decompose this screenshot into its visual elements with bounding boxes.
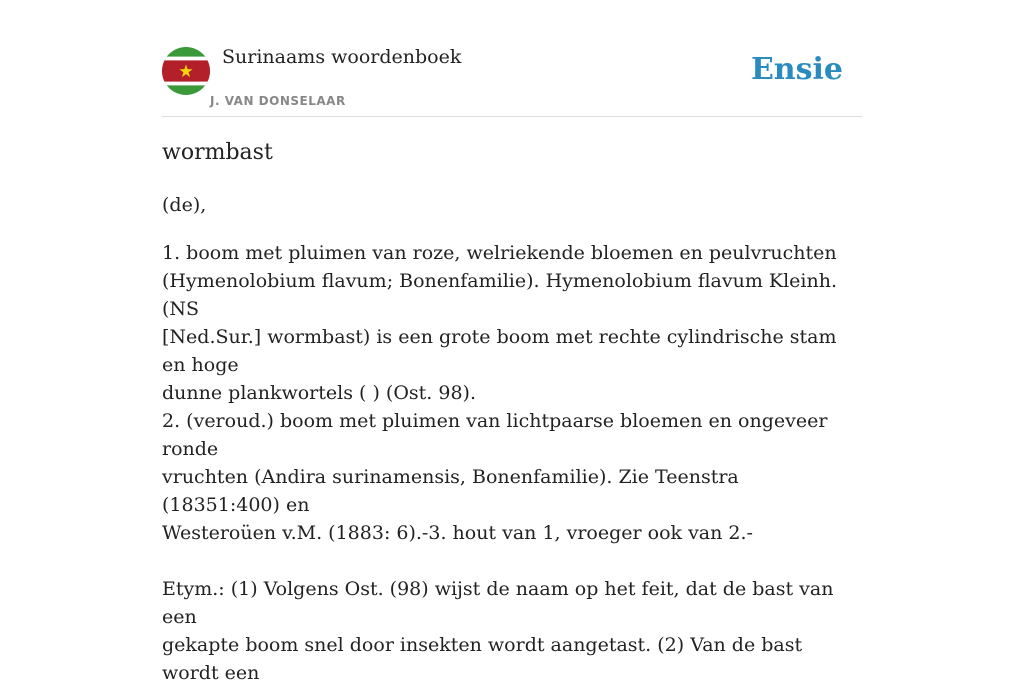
definition-line: [Ned.Sur.] wormbast) is een grote boom met rechte cylindrische stam en hoge (162, 326, 837, 376)
definition-line: 2. (veroud.) boom met pluimen van lichtpaarse bloemen en ongeveer ronde (162, 410, 828, 460)
dictionary-author: J. VAN DONSELAAR (210, 94, 346, 108)
dictionary-title[interactable]: Surinaams woordenboek (222, 46, 462, 68)
definition-line: 1. boom met pluimen van roze, welriekende bloemen en peulvruchten (162, 242, 837, 264)
entry-grammar: (de), (162, 194, 207, 216)
definition-line: Westeroüen v.M. (1883: 6).-3. hout van 1, vroeger ook van 2.- (162, 522, 753, 544)
etymology-line: Etym.: (1) Volgens Ost. (98) wijst de naam op het feit, dat de bast van een (162, 578, 834, 628)
paragraph-spacer (162, 547, 842, 575)
definition-line: (Hymenolobium flavum; Bonenfamilie). Hymenolobium flavum Kleinh. (NS (162, 270, 838, 320)
dictionary-header (162, 0, 862, 117)
suriname-flag-icon (162, 47, 210, 95)
definition-line: vruchten (Andira surinamensis, Bonenfamilie). Zie Teenstra (18351:400) en (162, 466, 739, 516)
etymology-line: gekapte boom snel door insekten wordt aangetast. (2) Van de bast wordt een (162, 634, 803, 684)
definition-line: dunne plankwortels ( ) (Ost. 98). (162, 382, 476, 404)
entry-headword: wormbast (162, 140, 273, 165)
entry-definition (162, 239, 842, 687)
ensie-logo-link[interactable]: Ensie (750, 52, 843, 87)
page-container (162, 0, 862, 684)
